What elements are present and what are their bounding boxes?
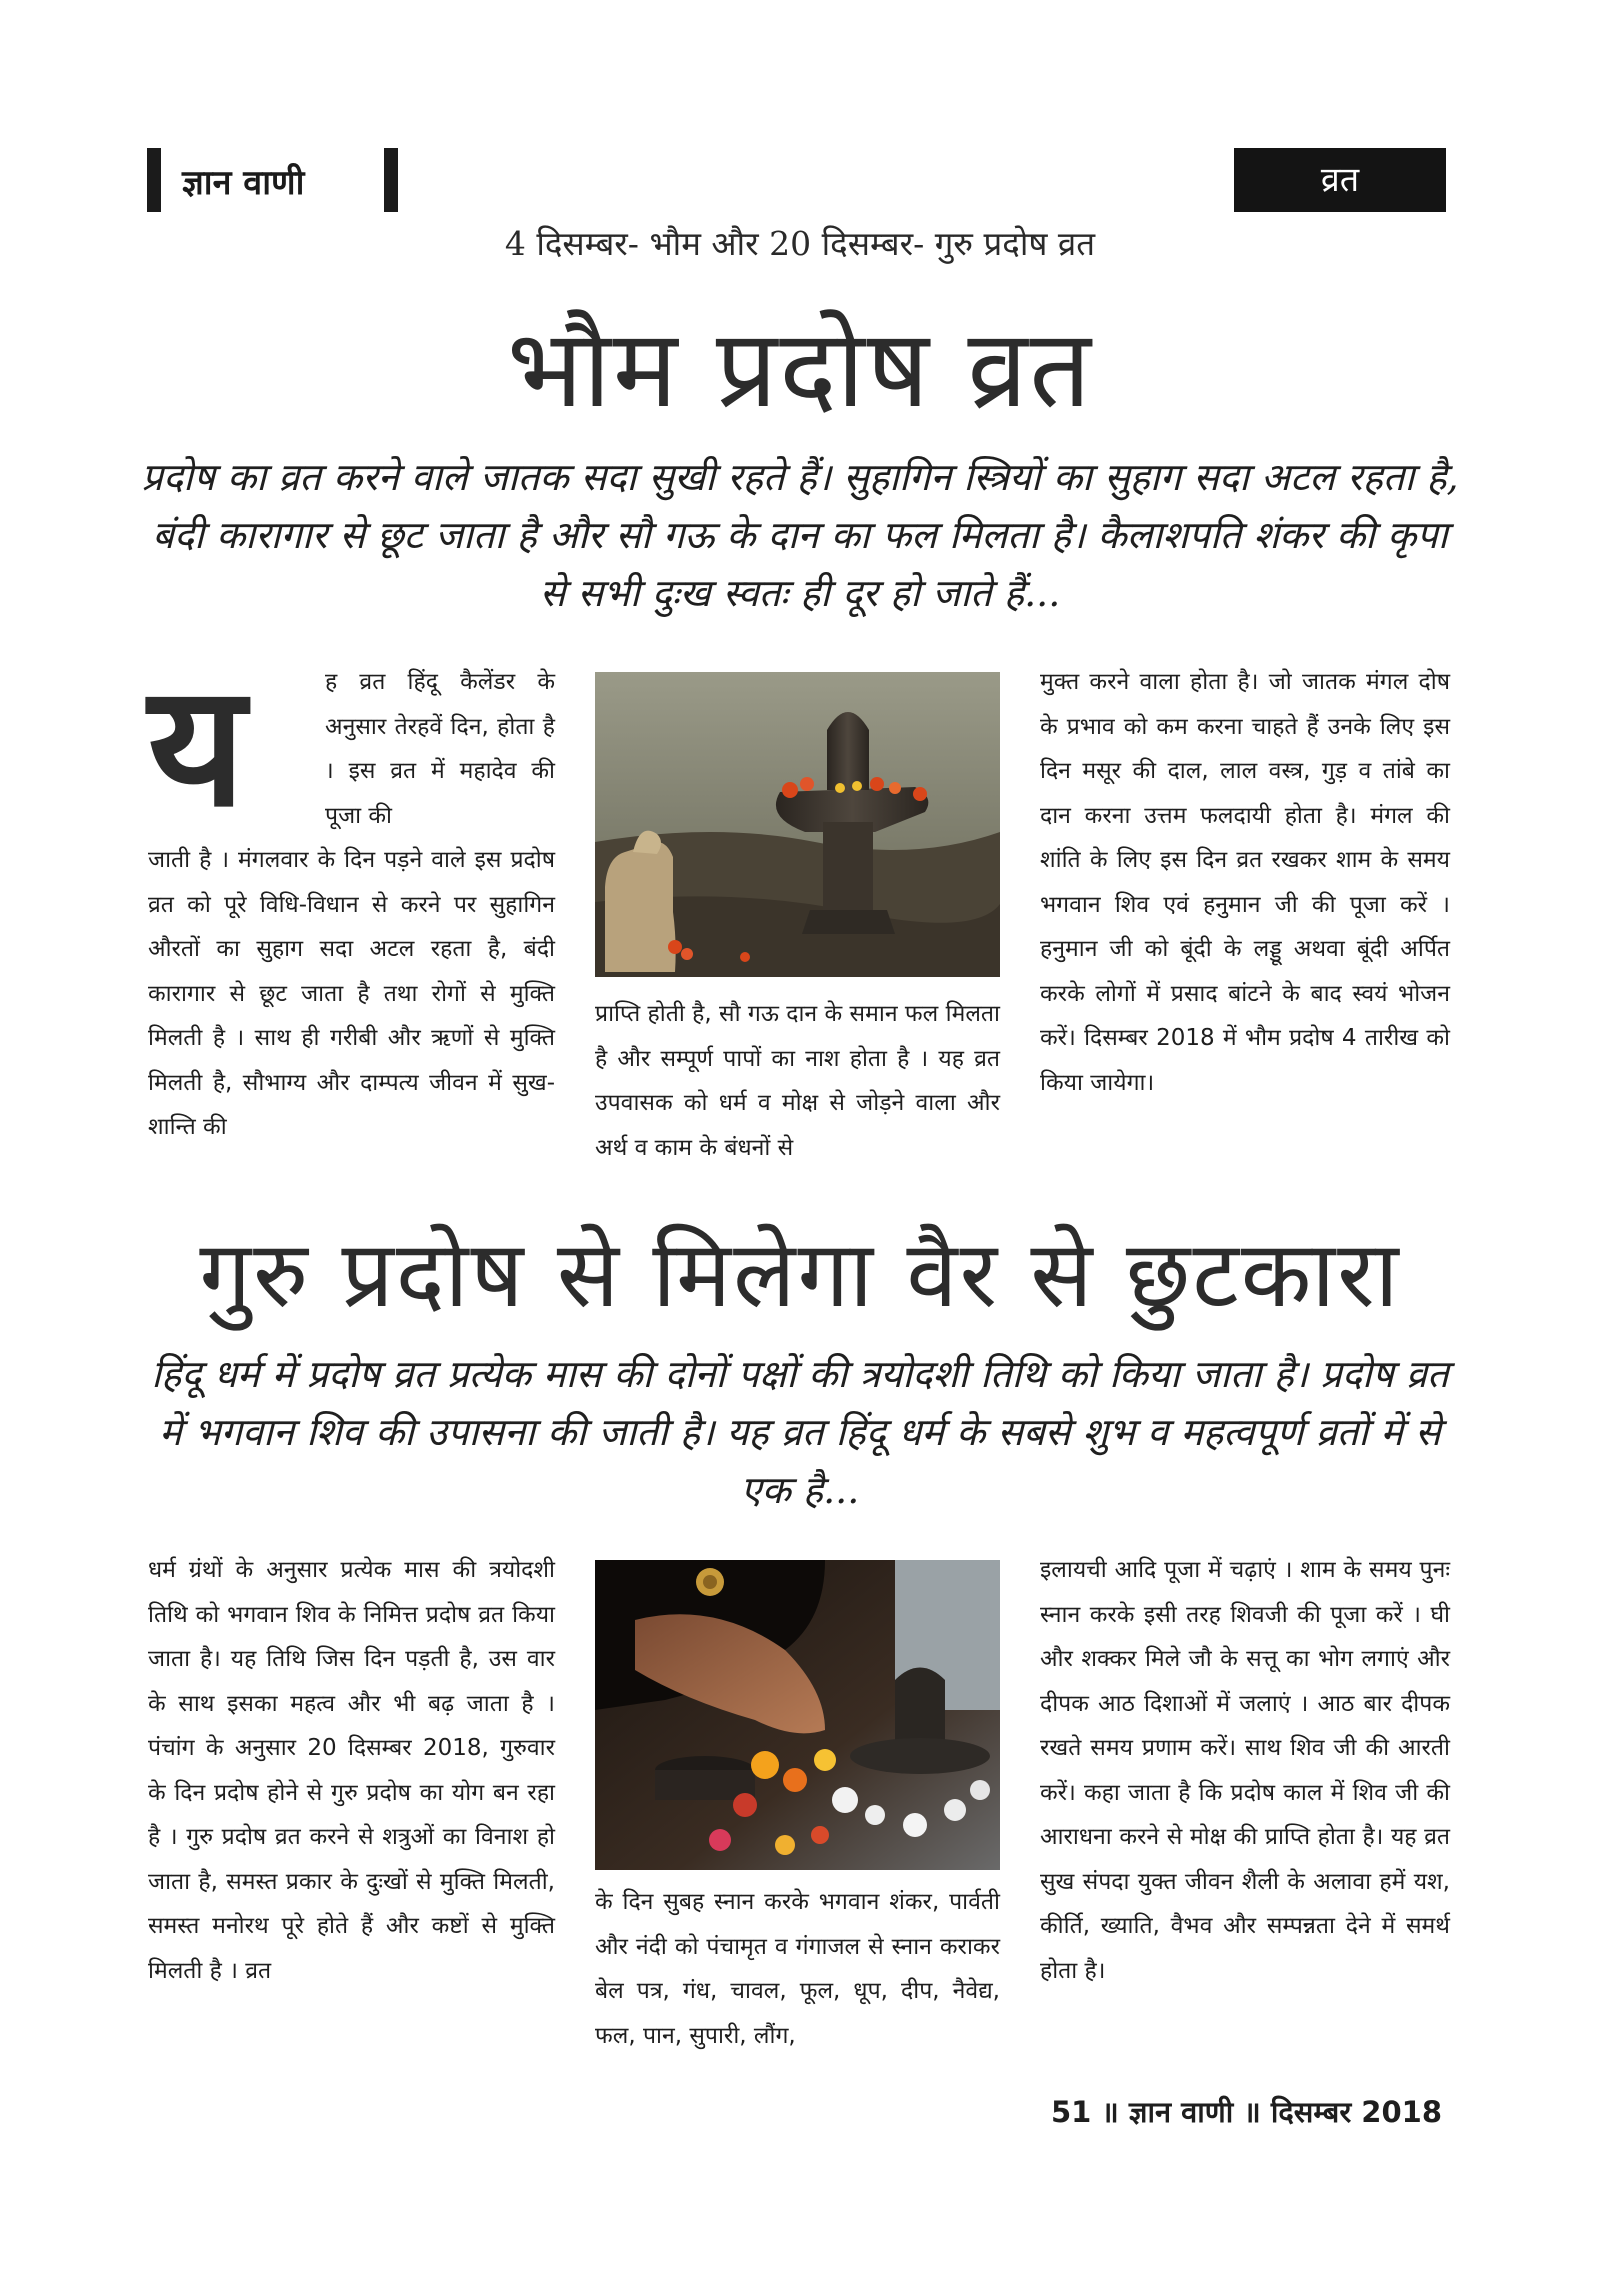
article1-intro: प्रदोष का व्रत करने वाले जातक सदा सुखी रहते हैं। सुहागिन स्त्रियों का सुहाग सदा अटल रहता है, बंदी कारागार से छूट जाता है और सौ गऊ के दान का फल मिलता है। कैलाशपति शंकर की कृपा से सभी दुःख स्वतः ही दूर हो जाते हैं... [141, 455, 1459, 615]
shivling-illustration [595, 672, 1000, 977]
page-footer: 51 ॥ ज्ञान वाणी ॥ दिसम्बर 2018 [1050, 2095, 1442, 2129]
article2-col1: धर्म ग्रंथों के अनुसार प्रत्येक मास की त्रयोदशी तिथि को भगवान शिव के निमित्त प्रदोष व्रत किया जाता है। यह तिथि जिस दिन पड़ती है, उस वार के साथ इसका महत्व और भी बढ़ जाता है । पंचांग के अनुसार 20 दिसम्बर 2018, गुरुवार के दिन प्रदोष होने से गुरु प्रदोष का योग बन रहा है । गुरु प्रदोष व्रत करने से शत्रुओं का विनाश हो जाता है, समस्त प्रकार के दुःखों से मुक्ति मिलती, समस्त मनोरथ पूरे होते हैं और कष्टों से मुक्ति मिलती है । व्रत [148, 1557, 555, 1984]
article1-title: भौम प्रदोष व्रत [507, 307, 1093, 432]
worship-photo [595, 1560, 1000, 1870]
header-bar-left [147, 148, 161, 212]
header-bar-right [384, 148, 398, 212]
kicker-line: 4 दिसम्बर- भौम और 20 दिसम्बर- गुरु प्रदोष व्रत [504, 224, 1096, 263]
article2-col3: इलायची आदि पूजा में चढ़ाएं । शाम के समय पुनः स्नान करके इसी तरह शिवजी की पूजा करें । घी और शक्कर मिले जौ के सत्तू का भोग लगाएं और दीपक आठ दिशाओं में जलाएं । आठ बार दीपक रखते समय प्रणाम करें। साथ शिव जी की आरती करें। कहा जाता है कि प्रदोष काल में शिव जी की आराधना करने से मोक्ष की प्राप्ति होता है। यह व्रत सुख संपदा युक्त जीवन शैली के अलावा हमें यश, कीर्ति, ख्याति, वैभव और सम्पन्नता देने में समर्थ होता है। [1040, 1557, 1450, 1984]
brand-name: ज्ञान वाणी [182, 163, 305, 203]
shivling-photo [595, 672, 1000, 977]
article1-col1-rest: जाती है । मंगलवार के दिन पड़ने वाले इस प्रदोष व्रत को पूरे विधि-विधान से करने पर सुहागिन औरतों का सुहाग सदा अटल रहता है, बंदी कारागार से छूट जाता है तथा रोगों से मुक्ति मिलती है । साथ ही गरीबी और ऋणों से मुक्ति मिलती है, सौभाग्य और दाम्पत्य जीवन में सुख-शान्ति की [148, 847, 555, 1140]
article2-title: गुरु प्रदोष से मिलेगा वैर से छुटकारा [199, 1221, 1401, 1328]
article1-col3: मुक्त करने वाला होता है। जो जातक मंगल दोष के प्रभाव को कम करना चाहते हैं उनके लिए इस दिन मसूर की दाल, लाल वस्त्र, गुड़ व तांबे का दान करना उत्तम फलदायी होता है। मंगल की शांति के लिए इस दिन व्रत रखकर शाम के समय भगवान शिव एवं हनुमान जी की पूजा करें । हनुमान जी को बूंदी के लड्डू अथवा बूंदी अर्पित करके लोगों में प्रसाद बांटने के बाद स्वयं भोजन करें। दिसम्बर 2018 में भौम प्रदोष 4 तारीख को किया जायेगा। [1040, 669, 1450, 1096]
dropcap-letter: य [148, 646, 246, 844]
article2-col2: के दिन सुबह स्नान करके भगवान शंकर, पार्वती और नंदी को पंचामृत व गंगाजल से स्नान कराकर बेल पत्र, गंध, चावल, फूल, धूप, दीप, नैवेद्य, फल, पान, सुपारी, लौंग, [595, 1889, 1000, 2049]
article1-col2: प्राप्ति होती है, सौ गऊ दान के समान फल मिलता है और सम्पूर्ण पापों का नाश होता है । यह व्रत उपवासक को धर्म व मोक्ष से जोड़ने वाला और अर्थ व काम के बंधनों से [595, 1001, 1000, 1161]
article2-intro: हिंदू धर्म में प्रदोष व्रत प्रत्येक मास की दोनों पक्षों की त्रयोदशी तिथि को किया जाता है। प्रदोष व्रत में भगवान शिव की उपासना की जाती है। यह व्रत हिंदू धर्म के सबसे शुभ व महत्वपूर्ण व्रतों में से एक है... [151, 1352, 1449, 1512]
article1-col1-top: ह व्रत हिंदू कैलेंडर के अनुसार तेरहवें दिन, होता है । इस व्रत में महादेव की पूजा की [325, 669, 555, 829]
category-label: व्रत [1234, 148, 1446, 212]
worship-illustration [595, 1560, 1000, 1870]
